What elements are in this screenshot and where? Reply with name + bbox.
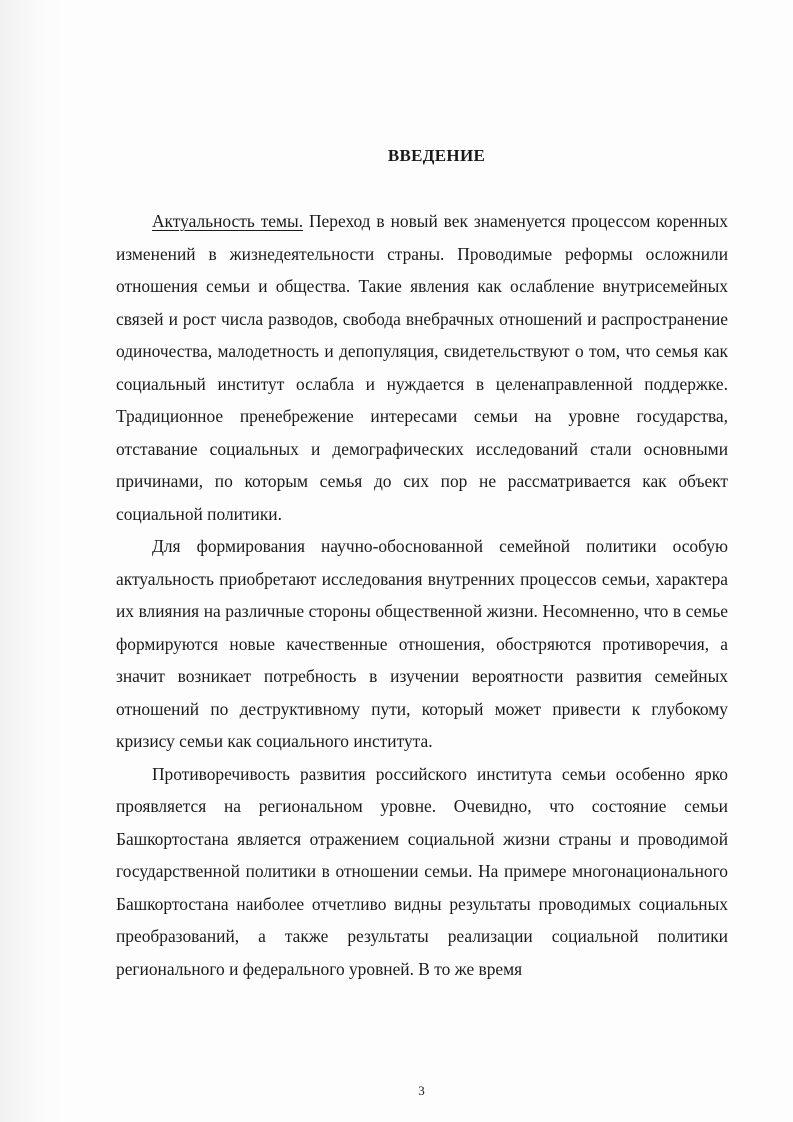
paragraph-family-policy: Для формирования научно-обоснованной семейной политики особую актуальность приобретают исследования внутренних процессов семьи, характера их влияния на различные стороны общественной жизни. Несомненно, что в семье формируются новые качественные отношения, обостряются противоречия, а значит возникает потребность в изучении вероятности развития семейных отношений по деструктивному пути, который может привести к глубокому кризису семьи как социального института. xyxy=(116,536,728,751)
page-title: ВВЕДЕНИЕ xyxy=(387,146,486,165)
scan-shadow-edge xyxy=(0,0,62,1122)
relevance-heading: Актуальность темы. xyxy=(152,211,304,231)
paragraph-regional-level: Противоречивость развития российского института семьи особенно ярко проявляется на региональном уровне. Очевидно, что состояние семьи Башкортостана является отражением социальной жизни страны и проводимой государственной политики в отношении семьи. На примере многонационального Башкортостана наиболее отчетливо видны результаты проводимых социальных преобразований, а также результаты реализации социальной политики регионального и федерального уровней. В то же время xyxy=(116,763,728,979)
document-body xyxy=(116,205,728,985)
relevance-text: Переход в новый век знаменуется процессом коренных изменений в жизнедеятельности страны. Проводимые реформы осложнили отношения семьи и общества. Такие явления как ослабление внутрисемейных связей и рост числа разводов, свобода внебрачных отношений и распространение одиночества, малодетность и депопуляция, свидетельствуют о том, что семья как социальный институт ослабла и нуждается в целенаправленной поддержке. Традиционное пренебрежение интересами семьи на уровне государства, отставание социальных и демографических исследований стали основными причинами, по которым семья до сих пор не рассматривается как объект социальной политики. xyxy=(116,211,728,524)
paragraph-relevance xyxy=(116,205,728,530)
page-number: 3 xyxy=(418,1083,425,1098)
